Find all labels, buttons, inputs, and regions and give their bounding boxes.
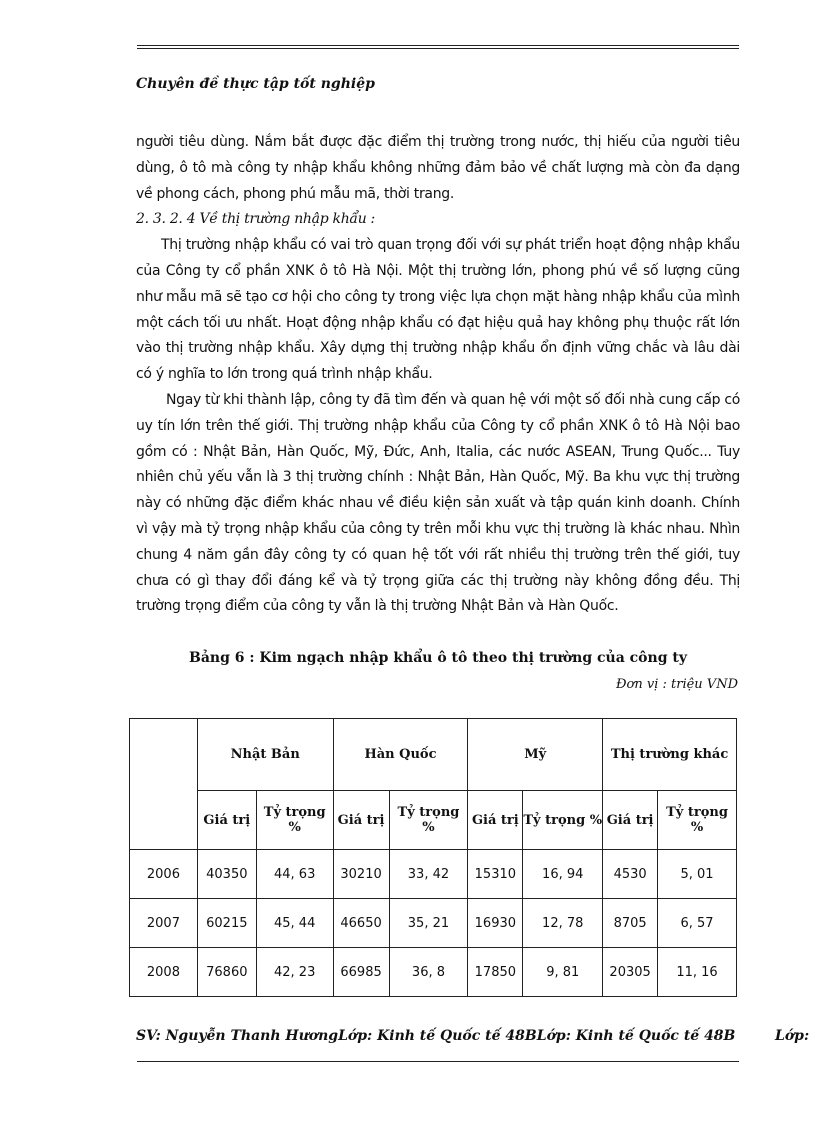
column-group-other: Thị trường khác [603,719,737,791]
table-cell: 17850 [468,948,523,997]
table-cell: 16930 [468,899,523,948]
table-cell: 44, 63 [256,850,333,899]
subheader-cell: Tỷ trọng % [658,791,737,850]
table-cell: 15310 [468,850,523,899]
table-cell: 8705 [603,899,658,948]
table-cell: 60215 [197,899,256,948]
table-unit-label: Đơn vị : triệu VND [616,677,738,692]
footer-student-info: SV: Nguyễn Thanh HươngLớp: Kinh tế Quốc tế 48BLớp: Kinh tế Quốc tế 48B [136,1028,736,1044]
table-cell: 12, 78 [523,899,603,948]
table-cell: 30210 [333,850,389,899]
body-text [136,130,740,620]
column-group-japan: Nhật Bản [197,719,333,791]
table-cell: 16, 94 [523,850,603,899]
document-header-title: Chuyên đề thực tập tốt nghiệp [136,76,375,92]
table-cell: 11, 16 [658,948,737,997]
subheader-cell: Tỷ trọng % [256,791,333,850]
subheader-cell: Giá trị [197,791,256,850]
table-cell: 40350 [197,850,256,899]
column-group-usa: Mỹ [468,719,603,791]
table-cell: 76860 [197,948,256,997]
table-row [130,899,737,948]
table-corner-cell [130,719,198,850]
import-market-table [129,718,737,997]
subheader-cell: Tỷ trọng % [523,791,603,850]
year-cell: 2008 [130,948,198,997]
year-cell: 2007 [130,899,198,948]
subheader-cell: Giá trị [603,791,658,850]
table-title: Bảng 6 : Kim ngạch nhập khẩu ô tô theo thị trường của công ty [189,650,687,666]
table-cell: 66985 [333,948,389,997]
table-cell: 45, 44 [256,899,333,948]
table-cell: 9, 81 [523,948,603,997]
table-cell: 35, 21 [389,899,468,948]
paragraph-suppliers: Ngay từ khi thành lập, công ty đã tìm đến và quan hệ với một số đối nhà cung cấp có uy tín lớn trên thế giới. Thị trường nhập khẩu của Công ty cổ phần XNK ô tô Hà Nội bao gồm có : Nhật Bản, Hàn Quốc, Mỹ, Đức, Anh, Italia, các nước ASEAN, Trung Quốc... Tuy nhiên chủ yếu vẫn là 3 thị trường chính : Nhật Bản, Hàn Quốc, Mỹ. Ba khu vực thị trường này có những đặc điểm khác nhau về điều kiện sản xuất và tập quán kinh doanh. Chính vì vậy mà tỷ trọng nhập khẩu của công ty trên mỗi khu vực thị trường là khác nhau. Nhìn chung 4 năm gần đây công ty có quan hệ tốt với rất nhiều thị trường trên thế giới, tuy chưa có gì thay đổi đáng kể và tỷ trọng giữa các thị trường này không đồng đều. Thị trường trọng điểm của công ty vẫn là thị trường Nhật Bản và Hàn Quốc. [136,391,740,615]
column-group-korea: Hàn Quốc [333,719,468,791]
paragraph-import-market: Thị trường nhập khẩu có vai trò quan trọng đối với sự phát triển hoạt động nhập khẩu của Công ty cổ phần XNK ô tô Hà Nội. Một thị trường lớn, phong phú về số lượng cũng như mẫu mã sẽ tạo cơ hội cho công ty trong việc lựa chọn mặt hàng nhập khẩu của mình một cách tối ưu nhất. Hoạt động nhập khẩu có đạt hiệu quả hay không phụ thuộc rất lớn vào thị trường nhập khẩu. Xây dựng thị trường nhập khẩu ổn định vững chắc và lâu dài có ý nghĩa to lớn trong quá trình nhập khẩu. [136,237,740,383]
subheader-cell: Giá trị [333,791,389,850]
section-heading: 2. 3. 2. 4 Về thị trường nhập khẩu : [136,211,375,228]
footer-class-label: Lớp: [775,1028,810,1044]
table-cell: 5, 01 [658,850,737,899]
table-cell: 6, 57 [658,899,737,948]
table-cell: 33, 42 [389,850,468,899]
header-rule [137,45,739,49]
table-cell: 36, 8 [389,948,468,997]
footer-rule [137,1061,739,1062]
subheader-cell: Giá trị [468,791,523,850]
table-subheader-row [130,791,737,850]
table-cell: 46650 [333,899,389,948]
table-cell: 20305 [603,948,658,997]
year-cell: 2006 [130,850,198,899]
paragraph-intro: người tiêu dùng. Nắm bắt được đặc điểm thị trường trong nước, thị hiếu của người tiêu dùng, ô tô mà công ty nhập khẩu không những đảm bảo về chất lượng mà còn đa dạng về phong cách, phong phú mẫu mã, thời trang. [136,134,740,202]
table-row [130,850,737,899]
subheader-cell: Tỷ trọng % [389,791,468,850]
table-cell: 4530 [603,850,658,899]
table-header-row [130,719,737,791]
table-row [130,948,737,997]
table-cell: 42, 23 [256,948,333,997]
